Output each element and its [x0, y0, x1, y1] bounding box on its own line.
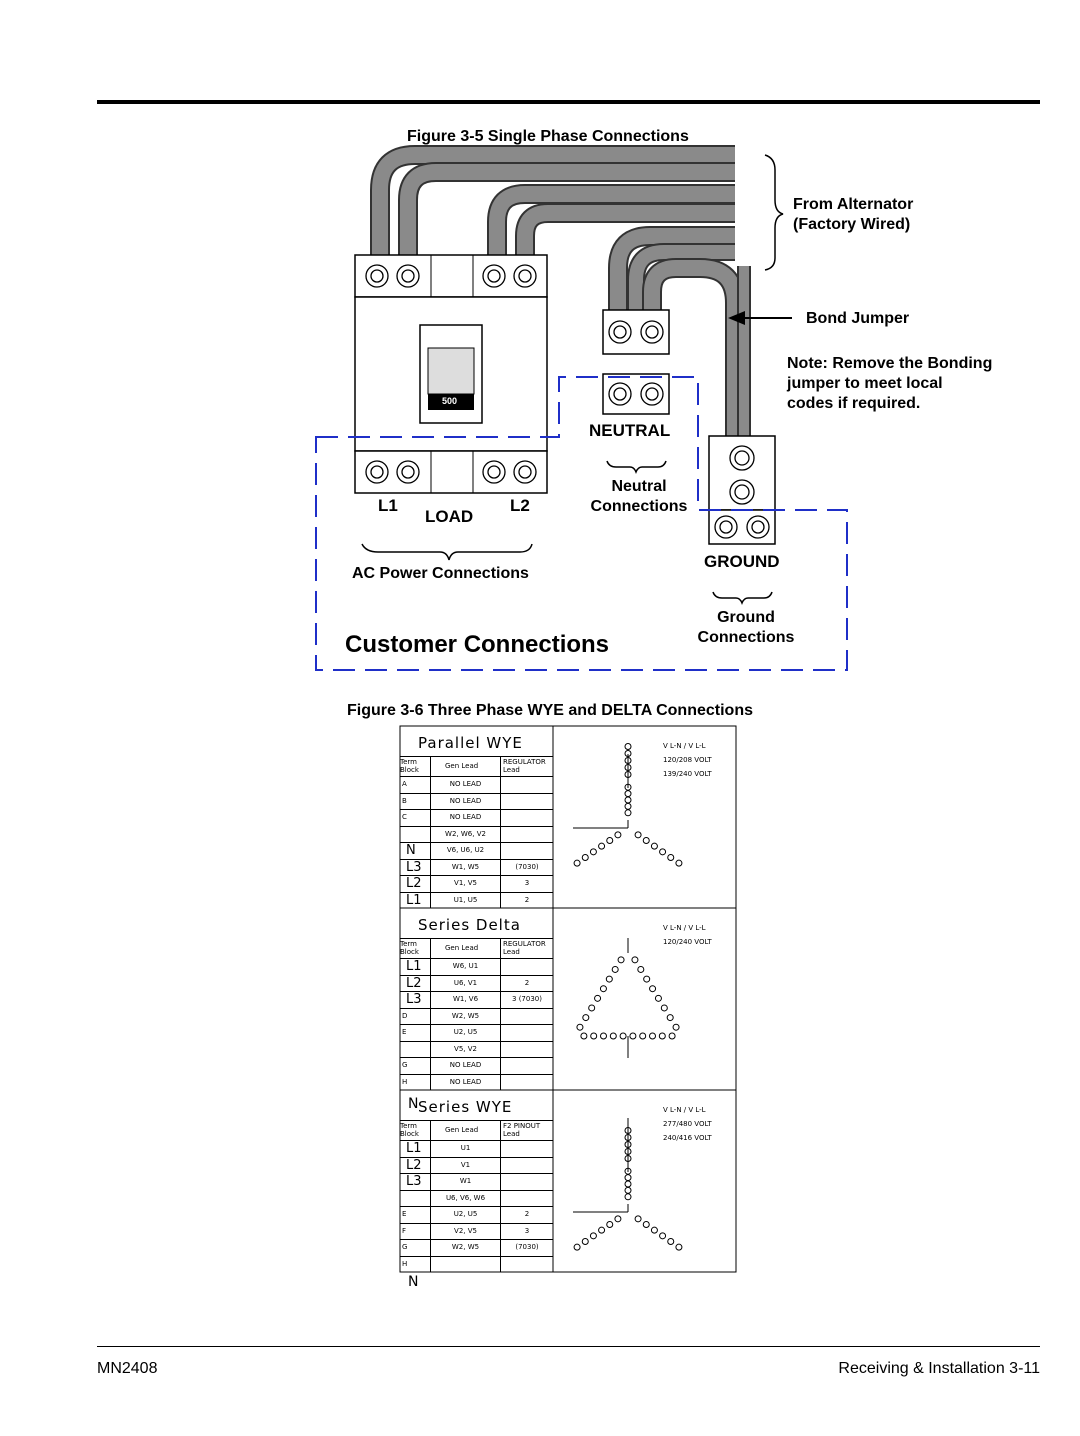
table-cell: [500, 1024, 553, 1041]
table-cell: U1: [430, 1140, 500, 1157]
connection-section: [400, 1090, 736, 1290]
table-cell: G: [400, 1057, 430, 1074]
table-cell: 2: [500, 1206, 553, 1223]
header-gen-lead: Gen Lead: [430, 756, 500, 776]
header-term-block: Term Block: [400, 1120, 430, 1140]
table-cell: H: [400, 1074, 430, 1091]
voltage-label: V L-N / V L-L: [663, 742, 706, 750]
figure-6-caption: Figure 3-6 Three Phase WYE and DELTA Connections: [347, 702, 753, 719]
voltage-label: 139/240 VOLT: [663, 770, 712, 778]
table-cell: [500, 776, 553, 793]
table-cell: [400, 1041, 430, 1058]
header-lead: F2 PINOUT Lead: [500, 1120, 553, 1140]
table-cell: V2, V5: [430, 1223, 500, 1240]
table-cell: NO LEAD: [430, 1057, 500, 1074]
table-cell: W6, U1: [430, 958, 500, 975]
table-cell: B: [400, 793, 430, 810]
table-cell: W2, W5: [430, 1008, 500, 1025]
ground-title: GROUND: [704, 552, 780, 571]
trailing-label: N: [408, 1274, 419, 1290]
header-lead: REGULATOR Lead: [500, 756, 553, 776]
neutral-connections-label: Neutral Connections: [590, 478, 688, 515]
footer-rule: [97, 1346, 1040, 1347]
table-cell: (7030): [500, 859, 553, 876]
table-cell: 2: [500, 975, 553, 992]
table-cell: C: [400, 809, 430, 826]
winding-schematic: [553, 1090, 736, 1272]
winding-schematic: [553, 726, 736, 908]
table-cell: A: [400, 776, 430, 793]
table-cell: [430, 1256, 500, 1273]
voltage-label: 240/416 VOLT: [663, 1134, 712, 1142]
header-lead: REGULATOR Lead: [500, 938, 553, 958]
table-cell: [500, 1173, 553, 1190]
header-term-block: Term Block: [400, 756, 430, 776]
table-cell: L1: [400, 1140, 430, 1157]
table-cell: NO LEAD: [430, 793, 500, 810]
voltage-label: V L-N / V L-L: [663, 1106, 706, 1114]
section-title: Series WYE: [418, 1098, 513, 1116]
table-cell: U6, V6, W6: [430, 1190, 500, 1207]
table-cell: NO LEAD: [430, 776, 500, 793]
table-cell: [500, 1140, 553, 1157]
table-cell: V5, V2: [430, 1041, 500, 1058]
table-cell: H: [400, 1256, 430, 1273]
table-cell: N: [400, 842, 430, 859]
connection-section: [400, 726, 736, 908]
table-cell: 2: [500, 892, 553, 909]
footer-section: Receiving & Installation 3-11: [838, 1360, 1040, 1377]
table-cell: U2, U5: [430, 1024, 500, 1041]
header-term-block: Term Block: [400, 938, 430, 958]
voltage-label: V L-N / V L-L: [663, 924, 706, 932]
table-cell: (7030): [500, 1239, 553, 1256]
winding-schematic: [553, 908, 736, 1090]
breaker-rating: 500: [442, 396, 458, 406]
table-cell: NO LEAD: [430, 1074, 500, 1091]
figure-5-caption: Figure 3-5 Single Phase Connections: [407, 128, 689, 145]
table-cell: G: [400, 1239, 430, 1256]
table-cell: [500, 1041, 553, 1058]
table-cell: L2: [400, 1157, 430, 1174]
customer-connections-title: Customer Connections: [345, 631, 610, 658]
table-cell: [500, 793, 553, 810]
bond-jumper-label: Bond Jumper: [806, 310, 910, 327]
table-cell: L1: [400, 958, 430, 975]
table-cell: V1: [430, 1157, 500, 1174]
footer-doc-id: MN2408: [97, 1360, 158, 1377]
section-title: Parallel WYE: [418, 734, 523, 752]
table-cell: [500, 842, 553, 859]
voltage-label: 120/208 VOLT: [663, 756, 712, 764]
table-cell: [500, 1057, 553, 1074]
bonding-note: Note: Remove the Bonding jumper to meet local codes if required.: [787, 355, 993, 412]
table-cell: L3: [400, 1173, 430, 1190]
table-cell: E: [400, 1206, 430, 1223]
table-cell: [500, 809, 553, 826]
table-cell: L1: [400, 892, 430, 909]
table-cell: [500, 1190, 553, 1207]
table-cell: W1, W5: [430, 859, 500, 876]
section-prefix: N: [408, 1096, 419, 1112]
ac-power-connections-label: AC Power Connections: [352, 565, 529, 582]
table-cell: E: [400, 1024, 430, 1041]
table-cell: 3: [500, 1223, 553, 1240]
l2-label: L2: [510, 496, 530, 515]
table-cell: L2: [400, 875, 430, 892]
table-cell: [500, 1256, 553, 1273]
table-cell: [500, 1008, 553, 1025]
table-cell: [400, 1190, 430, 1207]
table-cell: U1, U5: [430, 892, 500, 909]
table-cell: U6, V1: [430, 975, 500, 992]
table-cell: [400, 826, 430, 843]
table-cell: [500, 826, 553, 843]
table-cell: U2, U5: [430, 1206, 500, 1223]
l1-label: L1: [378, 496, 398, 515]
voltage-label: 277/480 VOLT: [663, 1120, 712, 1128]
ground-connections-label: Ground Connections: [697, 609, 795, 646]
section-title: Series Delta: [418, 916, 521, 934]
table-cell: NO LEAD: [430, 809, 500, 826]
table-cell: L2: [400, 975, 430, 992]
table-cell: D: [400, 1008, 430, 1025]
table-cell: [500, 1157, 553, 1174]
voltage-label: 120/240 VOLT: [663, 938, 712, 946]
table-cell: L3: [400, 991, 430, 1008]
table-cell: W1, V6: [430, 991, 500, 1008]
table-cell: [500, 958, 553, 975]
table-cell: V6, U6, U2: [430, 842, 500, 859]
table-cell: 3: [500, 875, 553, 892]
table-cell: W2, W5: [430, 1239, 500, 1256]
neutral-title: NEUTRAL: [589, 421, 671, 440]
from-alternator-label: From Alternator (Factory Wired): [793, 196, 914, 233]
table-cell: V1, V5: [430, 875, 500, 892]
connection-section: [400, 908, 736, 1090]
table-cell: W2, W6, V2: [430, 826, 500, 843]
table-cell: 3 (7030): [500, 991, 553, 1008]
table-cell: L3: [400, 859, 430, 876]
table-cell: W1: [430, 1173, 500, 1190]
header-gen-lead: Gen Lead: [430, 938, 500, 958]
table-cell: [500, 1074, 553, 1091]
header-gen-lead: Gen Lead: [430, 1120, 500, 1140]
load-label: LOAD: [425, 507, 474, 526]
table-cell: F: [400, 1223, 430, 1240]
